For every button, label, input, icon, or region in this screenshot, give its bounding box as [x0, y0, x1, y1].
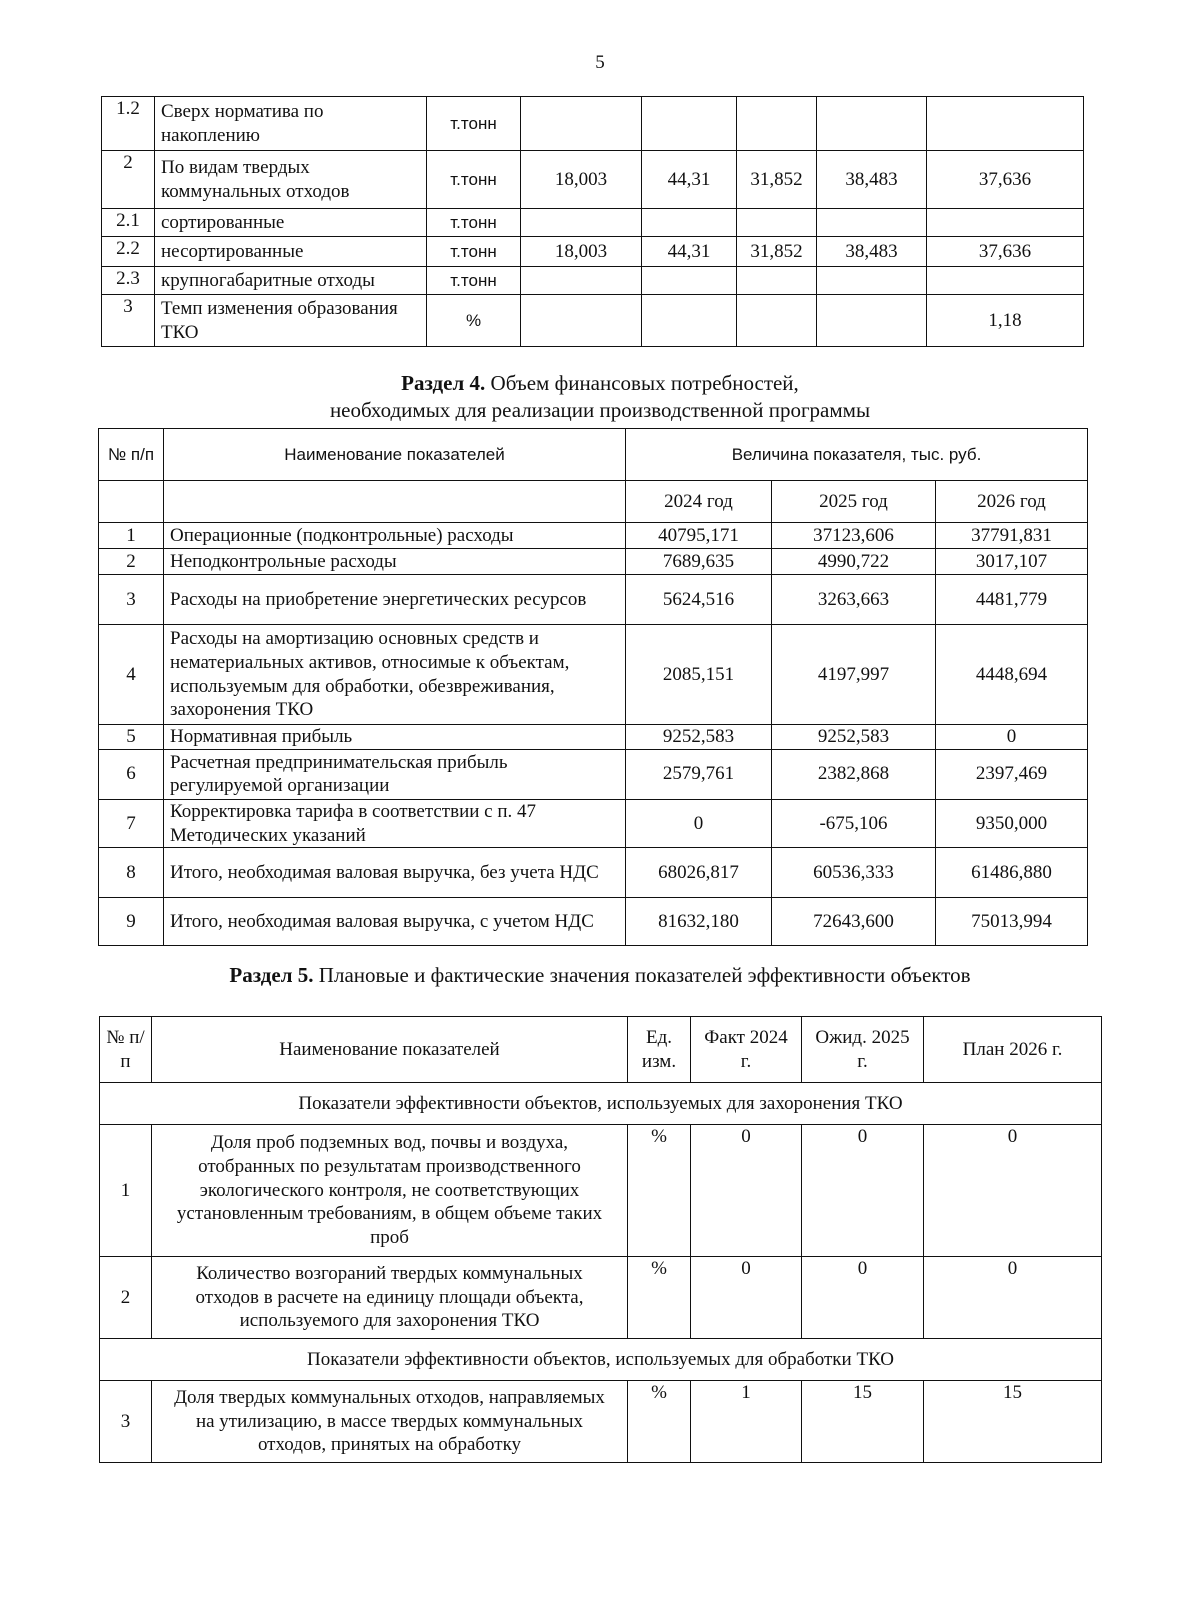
row-value: 37123,606	[772, 523, 936, 549]
table-row	[99, 749, 1088, 799]
row-value: 2579,761	[626, 749, 772, 799]
row-number: 7	[99, 799, 164, 848]
row-name: Нормативная прибыль	[164, 725, 626, 750]
header-value: Величина показателя, тыс. руб.	[626, 429, 1088, 481]
row-value: 18,003	[521, 151, 642, 209]
row-value: 31,852	[737, 237, 817, 267]
row-value: 0	[802, 1125, 924, 1257]
group-row	[100, 1083, 1102, 1125]
row-value	[817, 209, 927, 237]
row-name: Доля проб подземных вод, почвы и воздуха, отобранных по результатам производственного экологического контроля, не соответствующих установленным требованиям, в общем объеме таких проб	[152, 1125, 628, 1257]
row-value: 2382,868	[772, 749, 936, 799]
row-value	[737, 209, 817, 237]
row-value: 7689,635	[626, 549, 772, 575]
row-value: 4448,694	[936, 625, 1088, 725]
row-value	[737, 295, 817, 347]
row-value: 37,636	[927, 237, 1084, 267]
row-unit: т.тонн	[427, 209, 521, 237]
financial-needs-table	[98, 428, 1088, 946]
row-value: 3017,107	[936, 549, 1088, 575]
row-number: 2.1	[102, 209, 155, 237]
table-row	[99, 523, 1088, 549]
row-number: 3	[102, 295, 155, 347]
table-row	[100, 1125, 1102, 1257]
section-4-title-line1: Объем финансовых потребностей,	[490, 371, 799, 395]
row-value: 0	[691, 1125, 802, 1257]
table-row	[99, 725, 1088, 750]
row-name: сортированные	[155, 209, 427, 237]
row-value: 60536,333	[772, 848, 936, 898]
row-number: 1	[100, 1125, 152, 1257]
table-row	[102, 209, 1084, 237]
row-unit: %	[427, 295, 521, 347]
row-number: 2	[102, 151, 155, 209]
section-4-title-line2: необходимых для реализации производственной программы	[329, 398, 871, 423]
header-num: № п/п	[99, 429, 164, 481]
header-empty-name	[164, 481, 626, 523]
row-value	[817, 267, 927, 295]
row-value: 37791,831	[936, 523, 1088, 549]
table-row	[99, 575, 1088, 625]
row-unit: т.тонн	[427, 97, 521, 151]
production-volume-table	[101, 96, 1084, 347]
row-value	[737, 267, 817, 295]
row-value: -675,106	[772, 799, 936, 848]
header-plan: План 2026 г.	[924, 1017, 1102, 1083]
row-name: Расчетная предпринимательская прибыль регулируемой организации	[164, 749, 626, 799]
row-name: Неподконтрольные расходы	[164, 549, 626, 575]
section-4-title	[0, 370, 1200, 425]
row-value	[737, 97, 817, 151]
row-value	[642, 209, 737, 237]
row-value: 1,18	[927, 295, 1084, 347]
efficiency-indicators-table	[99, 1016, 1102, 1463]
row-value: 0	[924, 1125, 1102, 1257]
year-header: 2025 год	[772, 481, 936, 523]
header-fact: Факт 2024 г.	[691, 1017, 802, 1083]
row-name: Темп изменения образования ТКО	[155, 295, 427, 347]
header-unit: Ед. изм.	[628, 1017, 691, 1083]
row-value: 3263,663	[772, 575, 936, 625]
row-value: 38,483	[817, 151, 927, 209]
row-value: 68026,817	[626, 848, 772, 898]
row-number: 5	[99, 725, 164, 750]
row-value: 9252,583	[772, 725, 936, 750]
section-5-label: Раздел 5.	[229, 963, 314, 987]
row-value: 81632,180	[626, 898, 772, 946]
row-value: 75013,994	[936, 898, 1088, 946]
section-5-title	[0, 962, 1200, 989]
table-row	[102, 295, 1084, 347]
row-unit: т.тонн	[427, 151, 521, 209]
header-name: Наименование показателей	[164, 429, 626, 481]
row-value: 0	[802, 1257, 924, 1339]
row-name: Количество возгораний твердых коммунальных отходов в расчете на единицу площади объекта, используемого для захоронения ТКО	[152, 1257, 628, 1339]
row-value	[521, 97, 642, 151]
row-value: 4990,722	[772, 549, 936, 575]
row-value: 37,636	[927, 151, 1084, 209]
row-value: 38,483	[817, 237, 927, 267]
table-row	[102, 151, 1084, 209]
row-value	[521, 295, 642, 347]
header-num: № п/п	[100, 1017, 152, 1083]
table-row	[99, 549, 1088, 575]
year-header: 2024 год	[626, 481, 772, 523]
header-expected: Ожид. 2025 г.	[802, 1017, 924, 1083]
year-header: 2026 год	[936, 481, 1088, 523]
row-value: 40795,171	[626, 523, 772, 549]
row-number: 3	[100, 1381, 152, 1463]
row-value: 0	[626, 799, 772, 848]
table-row	[102, 237, 1084, 267]
group-processing: Показатели эффективности объектов, используемых для обработки ТКО	[100, 1339, 1102, 1381]
row-value: 31,852	[737, 151, 817, 209]
row-value: 0	[691, 1257, 802, 1339]
row-value: 0	[924, 1257, 1102, 1339]
row-value	[642, 295, 737, 347]
table-row	[99, 848, 1088, 898]
row-name: По видам твердых коммунальных отходов	[155, 151, 427, 209]
row-name: Корректировка тарифа в соответствии с п. 47 Методических указаний	[164, 799, 626, 848]
row-value: 9252,583	[626, 725, 772, 750]
group-row	[100, 1339, 1102, 1381]
row-value	[927, 209, 1084, 237]
row-number: 2.2	[102, 237, 155, 267]
row-value	[521, 209, 642, 237]
table-row	[99, 898, 1088, 946]
row-value: 44,31	[642, 151, 737, 209]
row-name: Операционные (подконтрольные) расходы	[164, 523, 626, 549]
row-value	[817, 97, 927, 151]
header-empty-num	[99, 481, 164, 523]
row-value: 9350,000	[936, 799, 1088, 848]
row-unit: %	[628, 1381, 691, 1463]
row-number: 6	[99, 749, 164, 799]
group-landfill: Показатели эффективности объектов, используемых для захоронения ТКО	[100, 1083, 1102, 1125]
row-value	[642, 267, 737, 295]
row-value: 15	[802, 1381, 924, 1463]
row-value	[927, 97, 1084, 151]
header-name: Наименование показателей	[152, 1017, 628, 1083]
table-row	[100, 1257, 1102, 1339]
table-row	[100, 1381, 1102, 1463]
row-value: 0	[936, 725, 1088, 750]
row-name: Расходы на приобретение энергетических ресурсов	[164, 575, 626, 625]
row-value: 1	[691, 1381, 802, 1463]
row-name: Итого, необходимая валовая выручка, без учета НДС	[164, 848, 626, 898]
row-value: 72643,600	[772, 898, 936, 946]
section-5-title-text: Плановые и фактические значения показателей эффективности объектов	[318, 963, 971, 987]
row-number: 2	[99, 549, 164, 575]
row-name: Итого, необходимая валовая выручка, с учетом НДС	[164, 898, 626, 946]
row-name: Сверх норматива по накоплению	[155, 97, 427, 151]
table-row	[99, 625, 1088, 725]
row-value	[817, 295, 927, 347]
table-row	[102, 97, 1084, 151]
row-value: 2085,151	[626, 625, 772, 725]
row-value: 61486,880	[936, 848, 1088, 898]
row-name: Расходы на амортизацию основных средств и нематериальных активов, относимые к объектам, используемым для обработки, обезвреживания, захоронения ТКО	[164, 625, 626, 725]
row-number: 8	[99, 848, 164, 898]
row-value: 18,003	[521, 237, 642, 267]
row-unit: %	[628, 1257, 691, 1339]
row-value: 4481,779	[936, 575, 1088, 625]
row-number: 3	[99, 575, 164, 625]
row-value: 5624,516	[626, 575, 772, 625]
row-name: несортированные	[155, 237, 427, 267]
row-value: 4197,997	[772, 625, 936, 725]
row-value: 2397,469	[936, 749, 1088, 799]
row-unit: т.тонн	[427, 267, 521, 295]
table-row	[102, 267, 1084, 295]
row-number: 2.3	[102, 267, 155, 295]
row-unit: %	[628, 1125, 691, 1257]
row-number: 2	[100, 1257, 152, 1339]
row-value	[642, 97, 737, 151]
row-number: 1.2	[102, 97, 155, 151]
row-value: 15	[924, 1381, 1102, 1463]
table-row	[99, 799, 1088, 848]
row-value: 44,31	[642, 237, 737, 267]
row-value	[927, 267, 1084, 295]
row-number: 4	[99, 625, 164, 725]
row-name: крупногабаритные отходы	[155, 267, 427, 295]
page-number: 5	[595, 52, 605, 73]
row-value	[521, 267, 642, 295]
row-number: 1	[99, 523, 164, 549]
section-4-label: Раздел 4.	[401, 371, 486, 395]
row-number: 9	[99, 898, 164, 946]
row-name: Доля твердых коммунальных отходов, направляемых на утилизацию, в массе твердых коммунальных отходов, принятых на обработку	[152, 1381, 628, 1463]
row-unit: т.тонн	[427, 237, 521, 267]
